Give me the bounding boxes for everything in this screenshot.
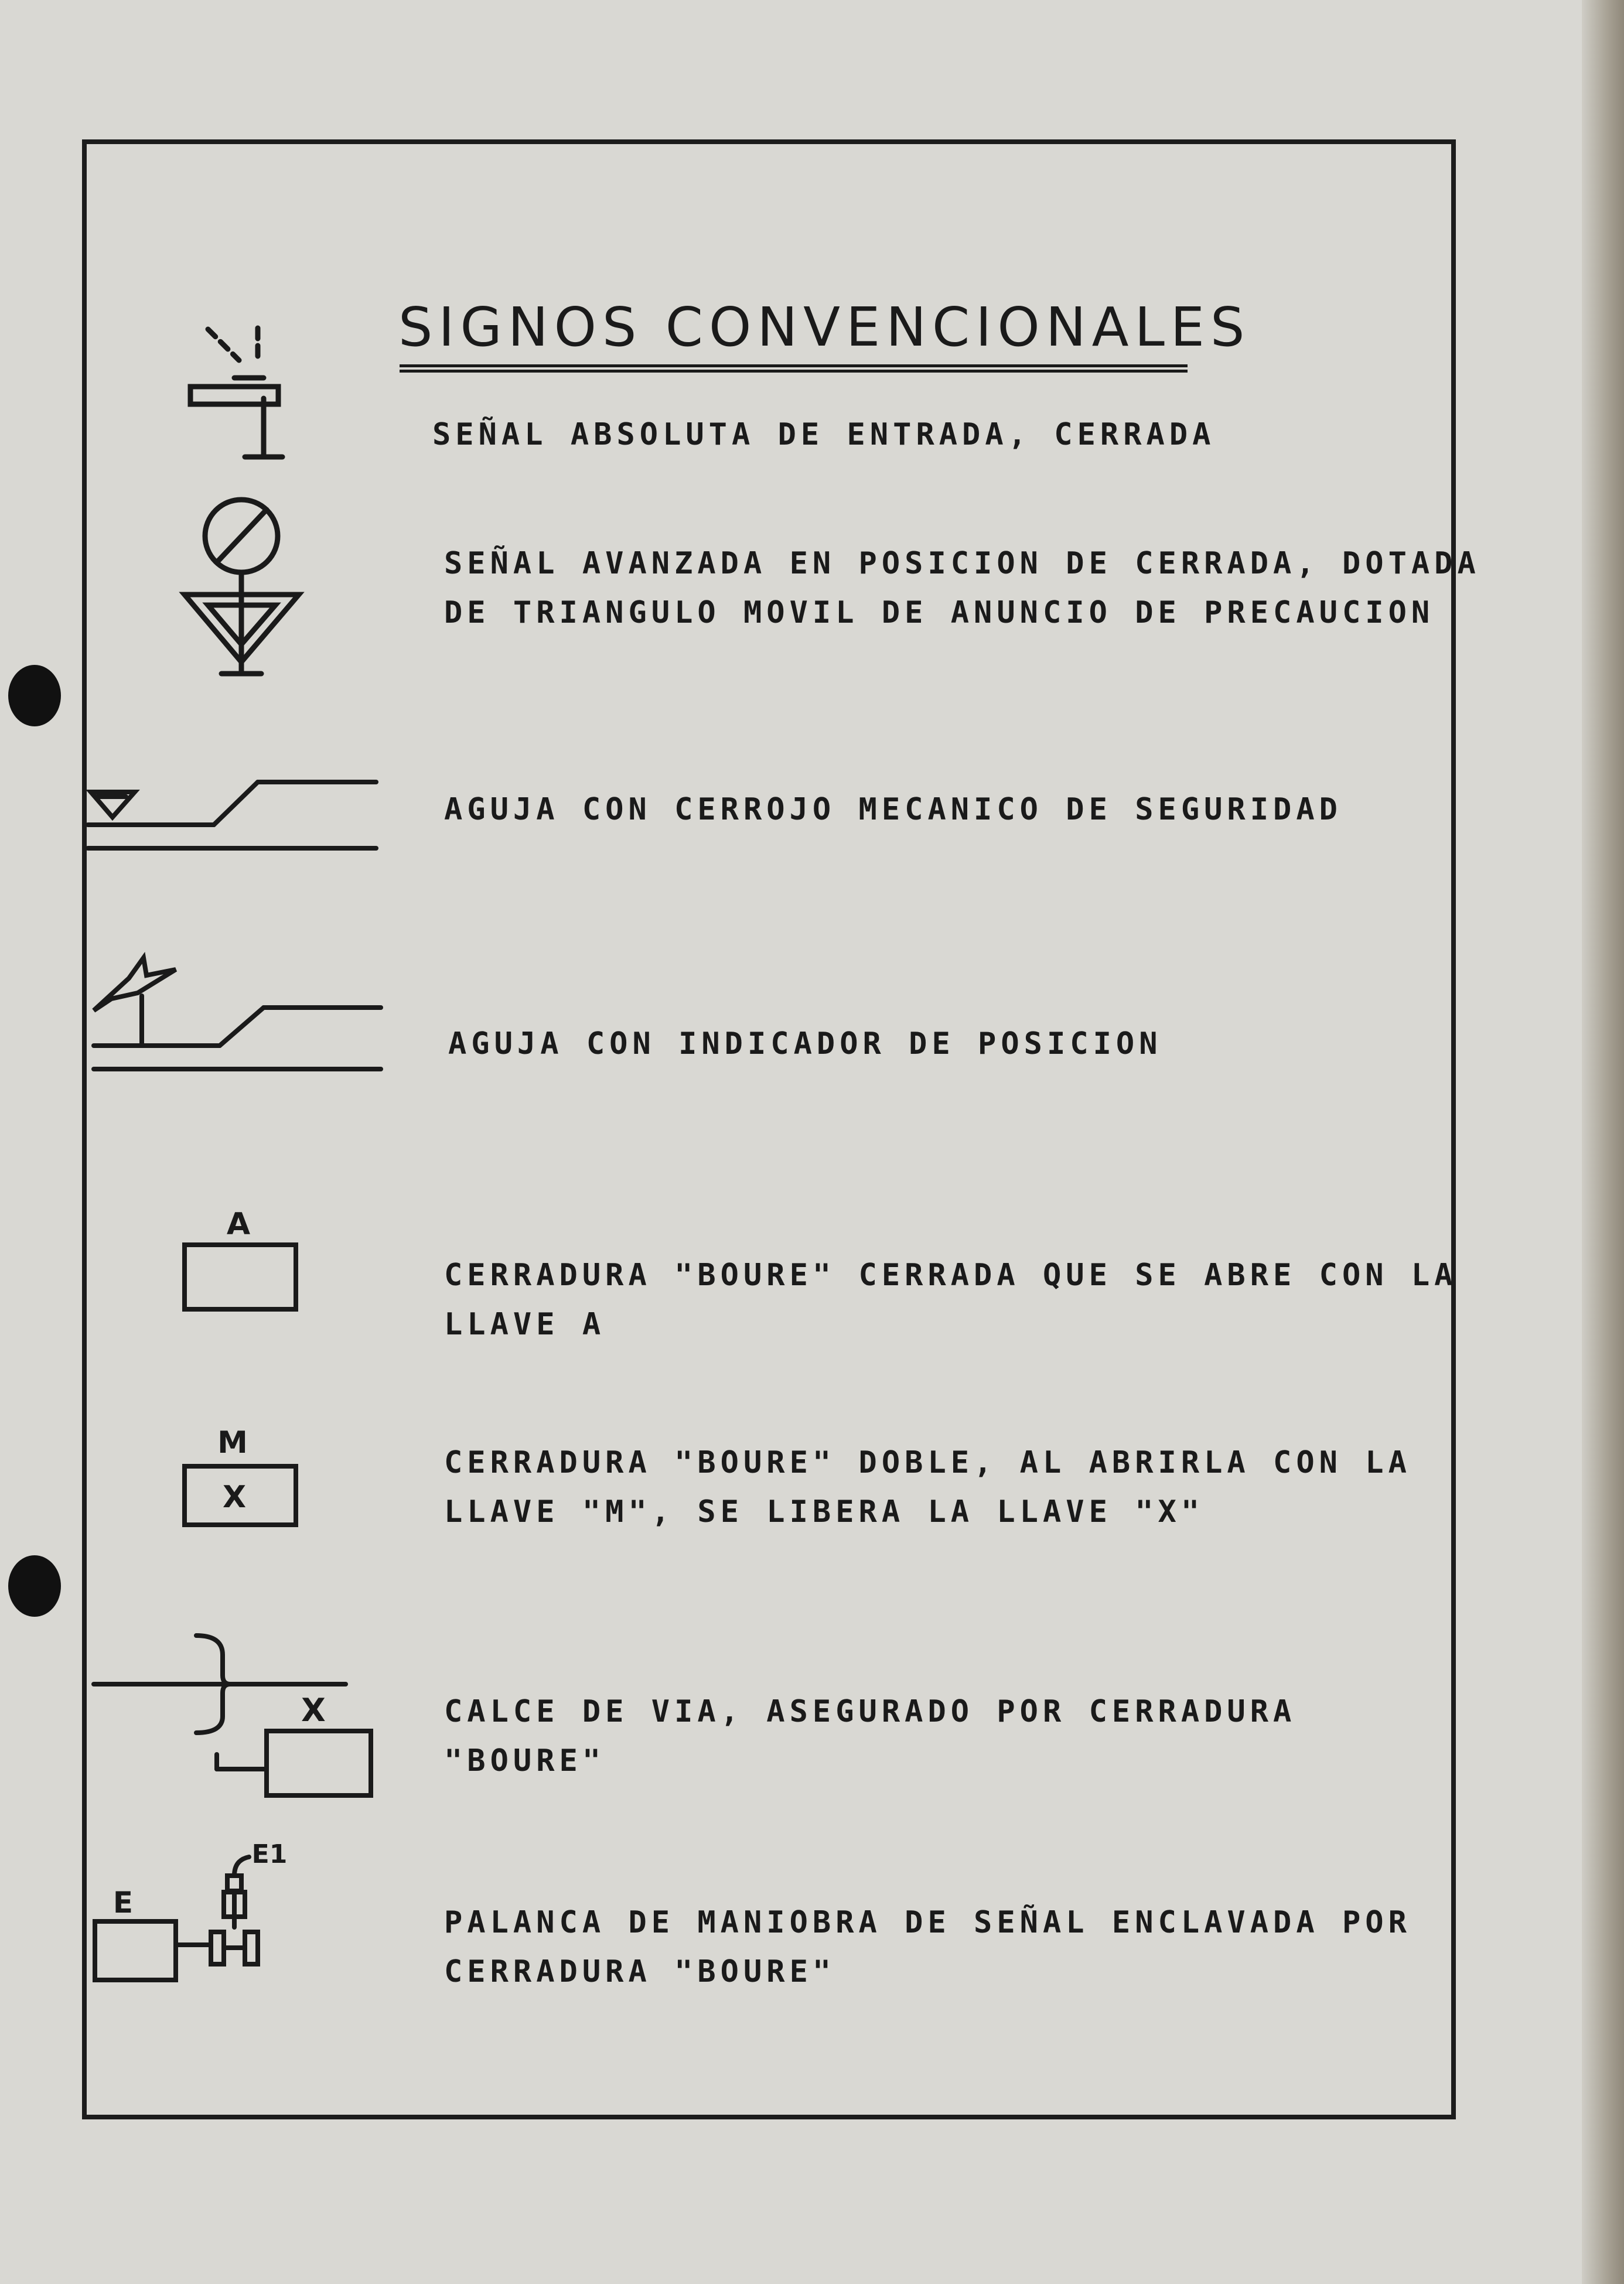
entry-description-6 <box>444 1438 1411 1537</box>
boure-lock-a-icon <box>179 1204 308 1321</box>
entry-7-line-1: CALCE DE VIA, ASEGURADO POR CERRADURA <box>444 1694 1297 1729</box>
entry-2-line-1: SEÑAL AVANZADA EN POSICION DE CERRADA, DOTADA <box>444 546 1480 581</box>
entry-1-line-1: SEÑAL ABSOLUTA DE ENTRADA, CERRADA <box>432 417 1216 452</box>
entry-description-4 <box>448 1019 1162 1068</box>
absolute-entry-signal-icon <box>176 322 305 463</box>
track-chock-lock-icon <box>91 1628 384 1804</box>
entry-description-7 <box>444 1687 1296 1785</box>
advanced-signal-triangle-icon <box>176 495 316 688</box>
lock-x-label: X <box>222 1480 247 1515</box>
switch-position-indicator-icon <box>88 946 387 1081</box>
punch-hole-lower <box>8 1555 61 1617</box>
signal-lever-lock-icon <box>88 1834 311 1986</box>
entry-8-line-1: PALANCA DE MANIOBRA DE SEÑAL ENCLAVADA POR <box>444 1905 1411 1940</box>
entry-3-line-1: AGUJA CON CERROJO MECANICO DE SEGURIDAD <box>444 792 1342 827</box>
lever-e-label: E <box>112 1886 134 1920</box>
entry-2-line-2: DE TRIANGULO MOVIL DE ANUNCIO DE PRECAUCION <box>444 595 1435 630</box>
punch-hole-upper <box>8 665 61 726</box>
lock-m-label: M <box>217 1425 248 1460</box>
entry-5-line-2: LLAVE A <box>444 1307 606 1342</box>
entry-8-line-2: CERRADURA "BOURE" <box>444 1954 836 1989</box>
switch-safety-lock-icon <box>88 762 381 867</box>
paper-edge <box>1582 0 1624 2284</box>
lever-e1-label: E1 <box>251 1839 288 1869</box>
entry-7-line-2: "BOURE" <box>444 1743 606 1778</box>
page-title: SIGNOS CONVENCIONALES <box>398 296 1251 359</box>
entry-5-line-1: CERRADURA "BOURE" CERRADA QUE SE ABRE CON LA <box>444 1258 1458 1293</box>
entry-description-8 <box>444 1898 1411 1996</box>
entry-description-3 <box>444 785 1342 834</box>
entry-description-1 <box>432 410 1215 459</box>
double-boure-lock-icon <box>179 1421 308 1538</box>
entry-6-line-2: LLAVE "M", SE LIBERA LA LLAVE "X" <box>444 1494 1205 1530</box>
entry-description-2 <box>444 539 1480 637</box>
lock-a-label: A <box>226 1207 251 1242</box>
chock-x-label: X <box>301 1692 326 1729</box>
title-underline <box>400 364 1188 373</box>
entry-6-line-1: CERRADURA "BOURE" DOBLE, AL ABRIRLA CON LA <box>444 1445 1411 1480</box>
entry-description-5 <box>444 1251 1458 1349</box>
entry-4-line-1: AGUJA CON INDICADOR DE POSICION <box>448 1026 1162 1061</box>
